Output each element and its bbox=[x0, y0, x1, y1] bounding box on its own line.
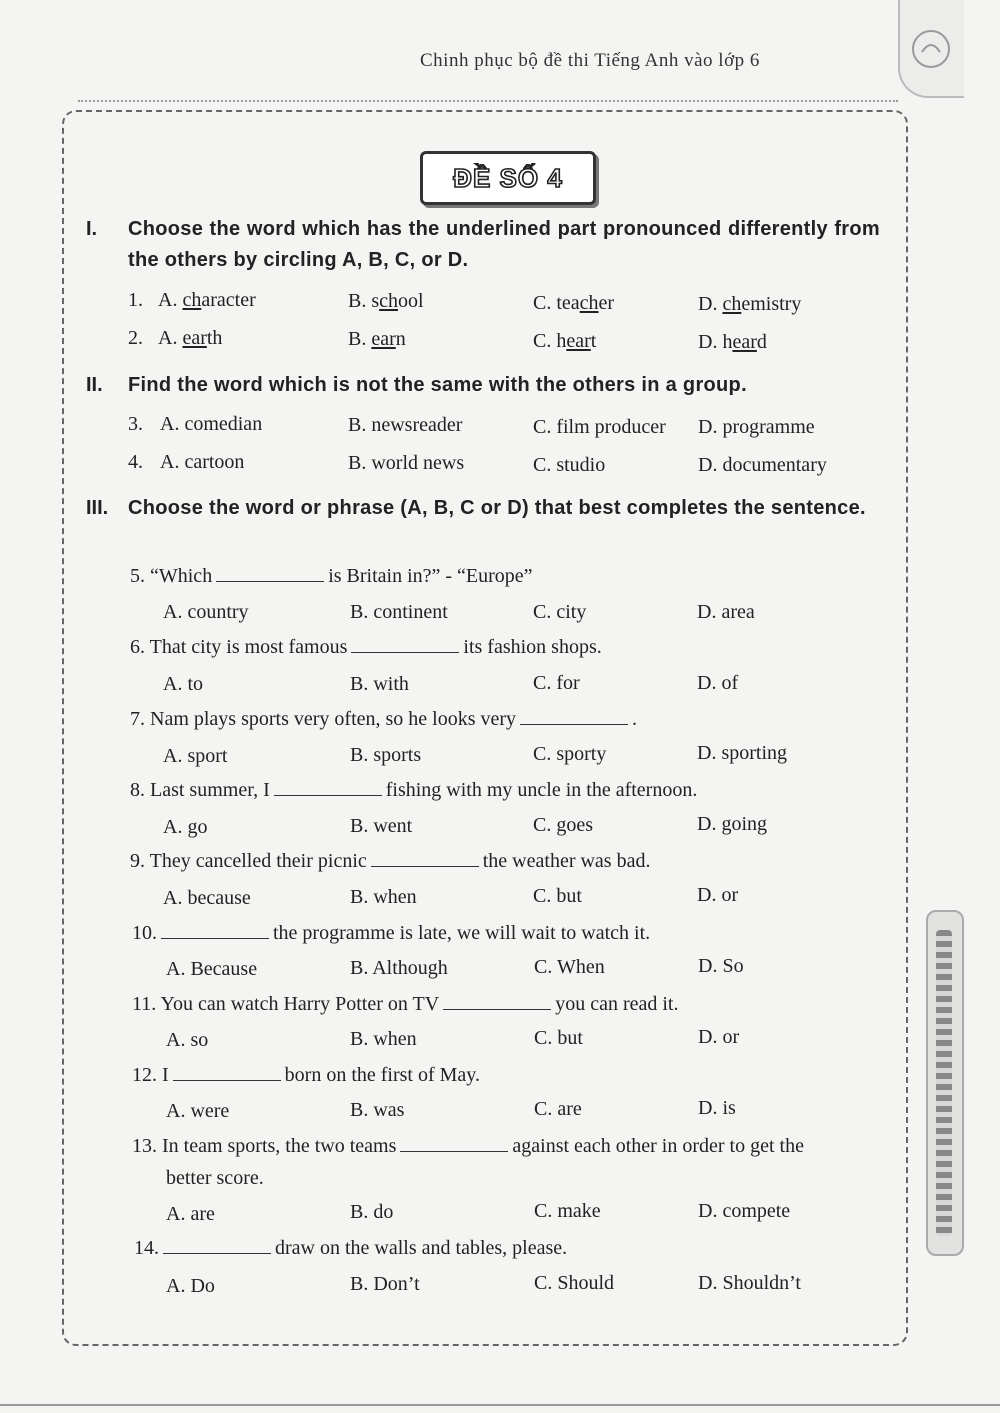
q2-option-a: A. earth bbox=[158, 327, 223, 349]
q3-option-c: C. film producer bbox=[533, 416, 666, 438]
q13-option-d: D. compete bbox=[698, 1200, 791, 1222]
question-8: 8. Last summer, I fishing with my uncle in the afternoon. bbox=[130, 779, 698, 801]
q6-option-d: D. of bbox=[697, 672, 739, 694]
question-2-number: 2. bbox=[128, 327, 143, 349]
q4-option-b: B. world news bbox=[348, 452, 465, 474]
q7-option-d: D. sporting bbox=[697, 742, 787, 764]
answer-blank bbox=[216, 563, 324, 582]
section-3-instruction: Choose the word or phrase (A, B, C or D) that best completes the sentence. bbox=[128, 497, 866, 519]
q3-option-b: B. newsreader bbox=[348, 414, 463, 436]
q6-option-c: C. for bbox=[533, 672, 580, 694]
section-3-number: III. bbox=[86, 497, 109, 519]
top-divider bbox=[78, 100, 898, 102]
q13-option-b: B. do bbox=[350, 1201, 394, 1223]
answer-blank bbox=[163, 1235, 271, 1254]
q1-option-d: D. chemistry bbox=[698, 293, 802, 315]
q6-option-a: A. to bbox=[163, 673, 203, 695]
q2-option-b: B. earn bbox=[348, 328, 406, 350]
q10-option-d: D. So bbox=[698, 955, 744, 977]
question-1-number: 1. bbox=[128, 289, 143, 311]
q12-option-b: B. was bbox=[350, 1099, 405, 1121]
answer-blank bbox=[161, 920, 269, 939]
section-1-number: I. bbox=[86, 218, 98, 240]
q7-option-b: B. sports bbox=[350, 744, 422, 766]
answer-blank bbox=[351, 634, 459, 653]
q8-option-d: D. going bbox=[697, 813, 767, 835]
side-chapter-tab bbox=[926, 910, 964, 1256]
section-1-instruction: Choose the word which has the underlined part pronounced differently from the others by circling A, B, C, or D. bbox=[128, 218, 880, 271]
question-11: 11. You can watch Harry Potter on TV you can read it. bbox=[132, 993, 679, 1015]
corner-logo bbox=[898, 0, 964, 98]
q12-option-a: A. were bbox=[166, 1100, 230, 1122]
q11-option-d: D. or bbox=[698, 1026, 740, 1048]
q5-option-c: C. city bbox=[533, 601, 587, 623]
question-6: 6. That city is most famous its fashion shops. bbox=[130, 636, 602, 658]
section-2-number: II. bbox=[86, 374, 103, 396]
section-2-instruction: Find the word which is not the same with the others in a group. bbox=[128, 374, 747, 396]
exam-title-box bbox=[420, 151, 596, 205]
q9-option-a: A. because bbox=[163, 887, 251, 909]
q5-option-a: A. country bbox=[163, 601, 249, 623]
q8-option-a: A. go bbox=[163, 816, 208, 838]
q13-option-c: C. make bbox=[534, 1200, 601, 1222]
q14-option-d: D. Shouldn’t bbox=[698, 1272, 801, 1294]
answer-blank bbox=[371, 848, 479, 867]
q3-option-d: D. programme bbox=[698, 416, 815, 438]
answer-blank bbox=[274, 777, 382, 796]
question-7: 7. Nam plays sports very often, so he looks very . bbox=[130, 708, 638, 730]
q14-option-a: A. Do bbox=[166, 1275, 215, 1297]
q2-option-d: D. heard bbox=[698, 331, 767, 353]
q12-option-c: C. are bbox=[534, 1098, 582, 1120]
question-3-number: 3. bbox=[128, 413, 143, 435]
q2-option-c: C. heart bbox=[533, 330, 597, 352]
q14-option-b: B. Don’t bbox=[350, 1273, 420, 1295]
bottom-edge bbox=[0, 1404, 1000, 1406]
q5-option-b: B. continent bbox=[350, 601, 448, 623]
q7-option-a: A. sport bbox=[163, 745, 228, 767]
thumb-logo-icon bbox=[908, 26, 954, 72]
answer-blank bbox=[443, 991, 551, 1010]
side-tab-pattern bbox=[936, 930, 952, 1236]
q9-option-c: C. but bbox=[533, 885, 582, 907]
question-5: 5. “Which is Britain in?” - “Europe” bbox=[130, 565, 533, 587]
question-12: 12. I born on the first of May. bbox=[132, 1064, 481, 1086]
q11-option-a: A. so bbox=[166, 1029, 209, 1051]
q9-option-b: B. when bbox=[350, 886, 417, 908]
q11-option-c: C. but bbox=[534, 1027, 583, 1049]
q4-option-a: A. cartoon bbox=[160, 451, 245, 473]
q8-option-b: B. went bbox=[350, 815, 413, 837]
q10-option-a: A. Because bbox=[166, 958, 258, 980]
question-10: 10. the programme is late, we will wait to watch it. bbox=[132, 922, 651, 944]
q1-option-a: A. character bbox=[158, 289, 256, 311]
q5-option-d: D. area bbox=[697, 601, 755, 623]
q1-option-c: C. teacher bbox=[533, 292, 615, 314]
question-14: 14. draw on the walls and tables, please. bbox=[134, 1237, 568, 1259]
question-13-continued: better score. bbox=[166, 1167, 264, 1189]
q11-option-b: B. when bbox=[350, 1028, 417, 1050]
answer-blank bbox=[173, 1062, 281, 1081]
q9-option-d: D. or bbox=[697, 884, 739, 906]
question-9: 9. They cancelled their picnic the weather was bad. bbox=[130, 850, 651, 872]
q12-option-d: D. is bbox=[698, 1097, 736, 1119]
exam-title: ĐỀ SỐ 4 bbox=[453, 162, 563, 193]
running-header: Chinh phục bộ đề thi Tiếng Anh vào lớp 6 bbox=[420, 50, 760, 71]
q4-option-d: D. documentary bbox=[698, 454, 827, 476]
q6-option-b: B. with bbox=[350, 673, 409, 695]
answer-blank bbox=[520, 706, 628, 725]
q10-option-c: C. When bbox=[534, 956, 605, 978]
q13-option-a: A. are bbox=[166, 1203, 215, 1225]
question-4-number: 4. bbox=[128, 451, 143, 473]
q14-option-c: C. Should bbox=[534, 1272, 615, 1294]
q3-option-a: A. comedian bbox=[160, 413, 263, 435]
q1-option-b: B. school bbox=[348, 290, 424, 312]
question-13: 13. In team sports, the two teams against each other in order to get the bbox=[132, 1135, 804, 1157]
q7-option-c: C. sporty bbox=[533, 743, 607, 765]
q4-option-c: C. studio bbox=[533, 454, 606, 476]
q8-option-c: C. goes bbox=[533, 814, 593, 836]
q10-option-b: B. Although bbox=[350, 957, 448, 979]
answer-blank bbox=[400, 1133, 508, 1152]
